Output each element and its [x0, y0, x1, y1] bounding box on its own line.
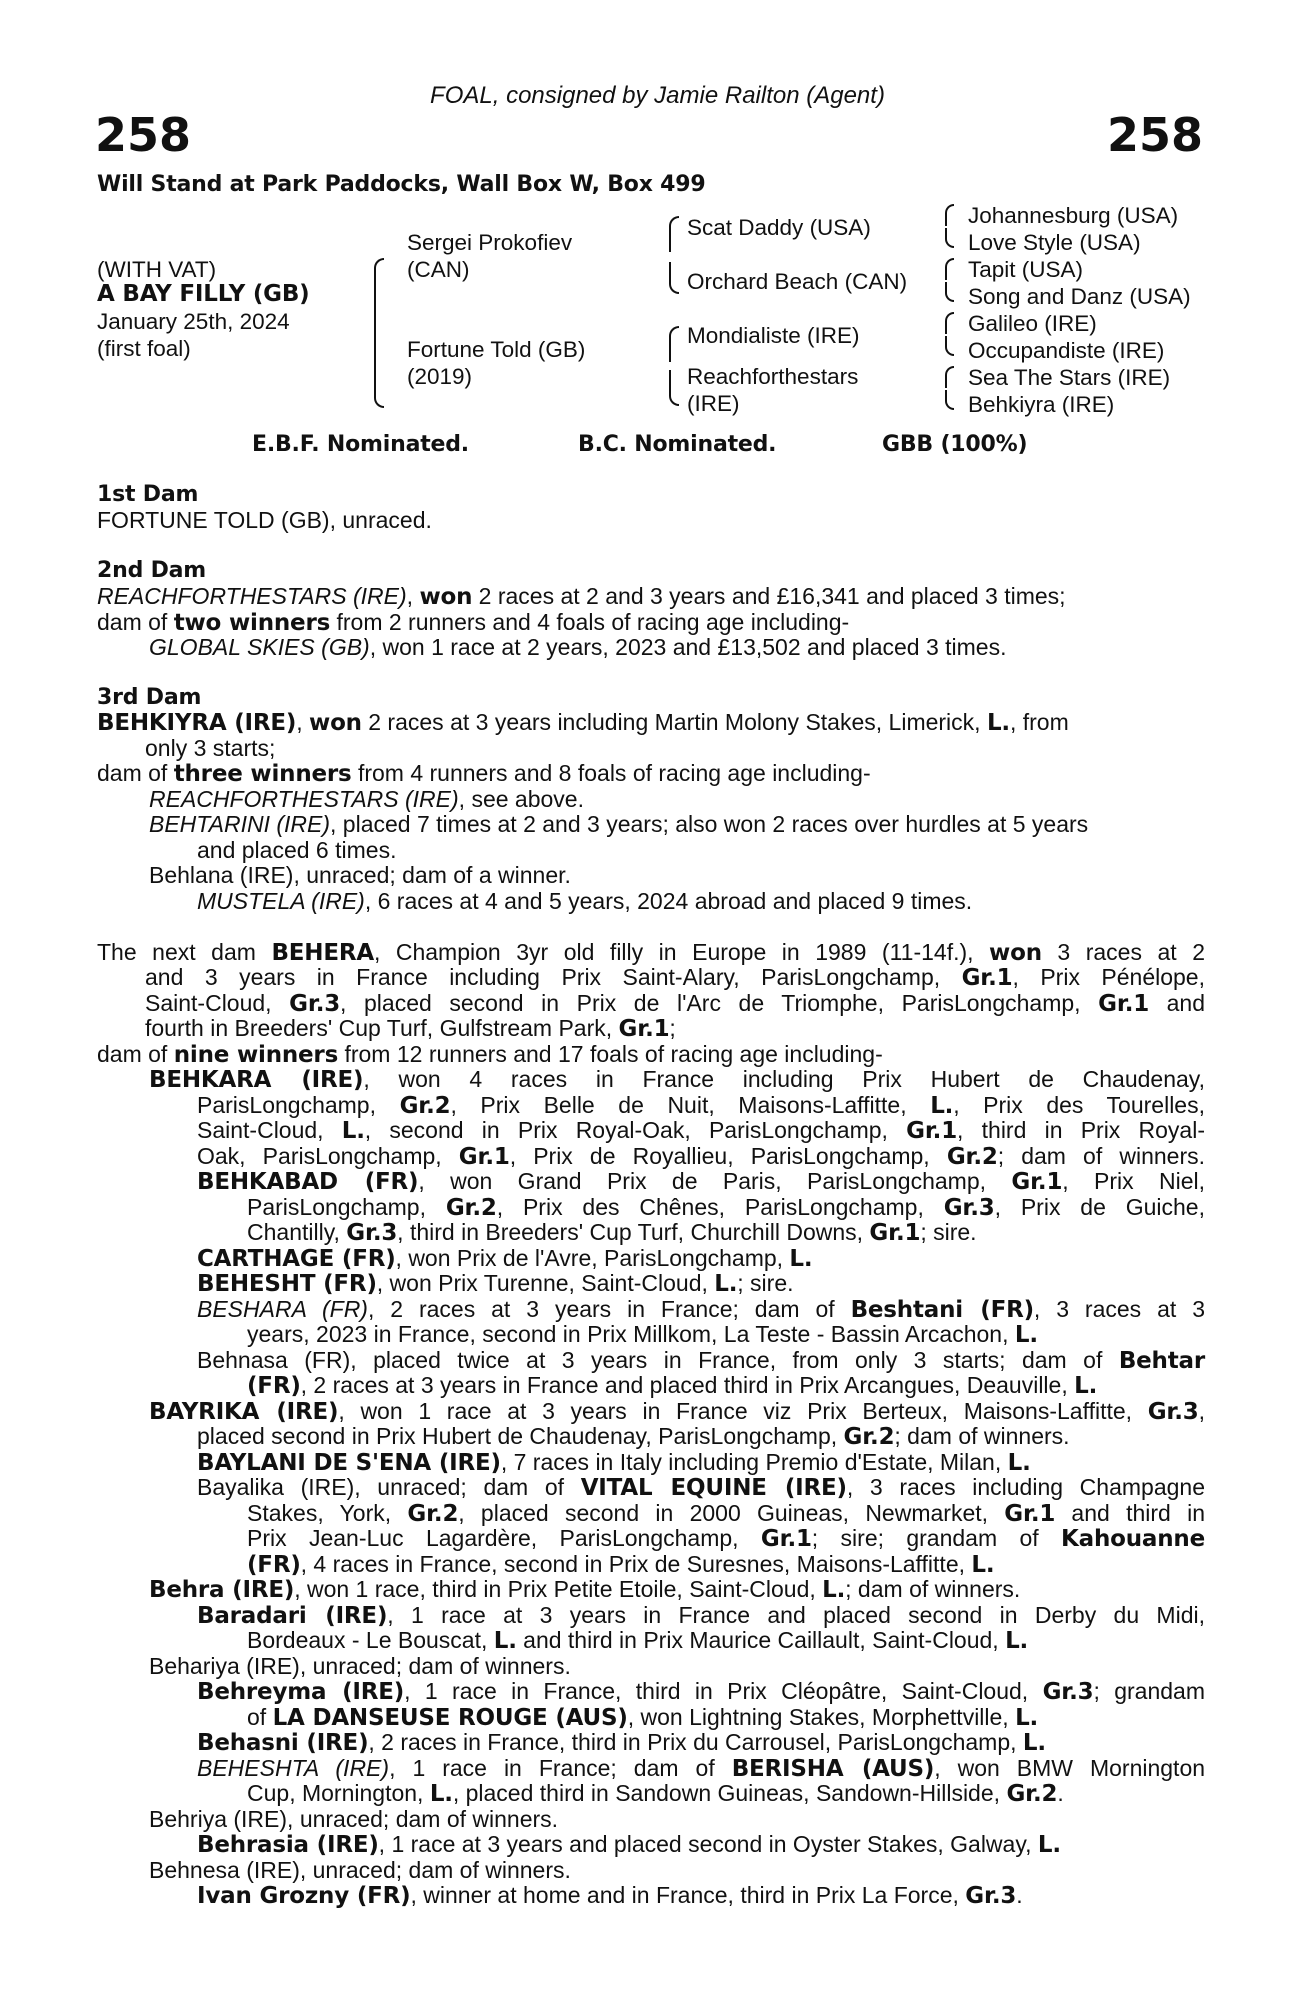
- text: , won Lightning Stakes, Morphettville,: [627, 1704, 1016, 1730]
- produce-line: [197, 1730, 1046, 1757]
- text: Saint-Cloud,: [145, 990, 290, 1016]
- produce-line: [197, 1424, 1070, 1451]
- text: of: [247, 1704, 273, 1730]
- text: Gr.3: [1147, 1399, 1199, 1425]
- foaling-date: January 25th, 2024: [97, 309, 290, 334]
- text: Gr.1: [1004, 1501, 1056, 1527]
- sire-sire: Scat Daddy (USA): [687, 215, 871, 240]
- next-dam-line: [97, 1042, 883, 1069]
- text: ; grandam: [1093, 1678, 1206, 1704]
- produce-line: [197, 1756, 1205, 1783]
- text: (FR): [247, 1552, 301, 1578]
- text: Saint-Cloud,: [197, 1117, 342, 1143]
- produce-line: [149, 1399, 1205, 1426]
- text: L.: [822, 1577, 846, 1603]
- text: , Prix de Guiche,: [994, 1194, 1205, 1220]
- horse-name: Ivan Grozny (FR): [197, 1883, 411, 1909]
- horse-name: BEHKARA (IRE): [149, 1067, 364, 1093]
- text: ,: [406, 583, 420, 609]
- text: won: [309, 710, 362, 736]
- text: and third in: [1055, 1500, 1205, 1526]
- text: and third in Prix Maurice Caillault, Saint-Cloud,: [516, 1627, 1006, 1653]
- text: dam of: [97, 760, 174, 786]
- sire-sire-dam: Love Style (USA): [968, 230, 1141, 255]
- text: two winners: [173, 610, 331, 636]
- dam-sire-sire: Galileo (IRE): [968, 311, 1097, 336]
- text: , won 1 race, third in Prix Petite Etoile, Saint-Cloud,: [294, 1576, 823, 1602]
- horse-name: BESHARA (FR): [197, 1296, 368, 1322]
- third-dam-line: only 3 starts;: [145, 735, 276, 761]
- produce-line: [197, 1679, 1205, 1706]
- text: (FR): [247, 1373, 301, 1399]
- horse-name: Behreyma (IRE): [197, 1679, 405, 1705]
- lot-name: A BAY FILLY (GB): [97, 281, 310, 307]
- text: , won 4 races in France including Prix Hubert de Chaudenay,: [363, 1066, 1205, 1092]
- text: L.: [429, 1781, 453, 1807]
- pedigree-brace: [945, 390, 954, 410]
- family-text: [97, 482, 1205, 1952]
- text: Gr.2: [946, 1144, 998, 1170]
- text: three winners: [173, 761, 352, 787]
- dam-dam: Reachforthestars: [687, 364, 859, 389]
- text: L.: [1074, 1373, 1098, 1399]
- sire-dam-dam: Song and Danz (USA): [968, 284, 1191, 309]
- text: L.: [789, 1246, 813, 1272]
- text: fourth in Breeders' Cup Turf, Gulfstream Park,: [145, 1015, 619, 1041]
- horse-name: MUSTELA (IRE): [197, 888, 365, 914]
- text: L.: [1037, 1832, 1061, 1858]
- sire-country: (CAN): [407, 257, 470, 282]
- produce-line: [197, 1603, 1205, 1630]
- produce-line: [247, 1628, 1028, 1655]
- produce-line: [247, 1322, 1038, 1349]
- text: , won Prix Turenne, Saint-Cloud,: [376, 1270, 715, 1296]
- pedigree-brace: [669, 216, 679, 252]
- text: won: [989, 940, 1042, 966]
- text: L.: [1014, 1322, 1038, 1348]
- horse-name: Beshtani (FR): [850, 1297, 1034, 1323]
- second-dam-line: [97, 610, 849, 637]
- third-dam-line: [97, 710, 1069, 737]
- produce-line: [197, 1297, 1205, 1324]
- text: Cup, Mornington,: [247, 1780, 430, 1806]
- text: L.: [930, 1093, 954, 1119]
- produce-line: [247, 1220, 977, 1247]
- produce-line: Behriya (IRE), unraced; dam of winners.: [149, 1806, 559, 1832]
- text: , see above.: [458, 786, 584, 812]
- vat-note: (WITH VAT): [97, 257, 217, 282]
- pedigree-brace: [669, 370, 679, 406]
- text: , placed second in 2000 Guineas, Newmarket,: [458, 1500, 1005, 1526]
- produce-line: [247, 1552, 994, 1579]
- third-dam-line: [197, 889, 972, 915]
- produce-line: Behnesa (IRE), unraced; dam of winners.: [149, 1857, 571, 1883]
- text: , 1 race at 3 years and placed second in Oyster Stakes, Galway,: [378, 1831, 1038, 1857]
- pedigree-brace: [669, 326, 679, 362]
- ebf-nomination: E.B.F. Nominated.: [252, 432, 469, 457]
- produce-line: [197, 1883, 1023, 1910]
- text: Gr.1: [906, 1118, 958, 1144]
- text: Stakes, York,: [247, 1500, 408, 1526]
- produce-line: [197, 1093, 1205, 1120]
- third-dam-heading: 3rd Dam: [97, 685, 202, 710]
- text: ; sire.: [737, 1270, 794, 1296]
- text: The next dam: [97, 939, 272, 965]
- produce-line: [197, 1144, 1205, 1171]
- horse-name: BEHESHTA (IRE): [197, 1755, 390, 1781]
- sire-dam: Orchard Beach (CAN): [687, 269, 908, 294]
- text: , Prix des Tourelles,: [953, 1092, 1205, 1118]
- text: Gr.1: [1011, 1169, 1063, 1195]
- text: nine winners: [173, 1042, 339, 1068]
- text: , Prix Niel,: [1062, 1168, 1206, 1194]
- text: 2 races at 3 years including Martin Molony Stakes, Limerick,: [361, 709, 987, 735]
- horse-name: CARTHAGE (FR): [197, 1246, 396, 1272]
- pedigree-brace: [945, 366, 954, 388]
- text: , won BMW Mornington: [934, 1755, 1206, 1781]
- pedigree-brace: [669, 262, 679, 294]
- produce-line: [247, 1373, 1097, 1400]
- text: , third in Breeders' Cup Turf, Churchill Downs,: [397, 1219, 870, 1245]
- text: L.: [341, 1118, 365, 1144]
- produce-line: [247, 1195, 1205, 1222]
- third-dam-line: and placed 6 times.: [197, 837, 397, 863]
- text: Gr.1: [961, 965, 1013, 991]
- pedigree-brace: [945, 258, 954, 280]
- horse-name: REACHFORTHESTARS (IRE): [97, 583, 407, 609]
- horse-name: LA DANSEUSE ROUGE (AUS): [272, 1705, 628, 1731]
- text: dam of: [97, 609, 174, 635]
- text: from 4 runners and 8 foals of racing age including-: [351, 760, 871, 786]
- text: 2 races at 2 and 3 years and £16,341 and placed 3 times;: [472, 583, 1066, 609]
- pedigree-brace: [945, 282, 954, 302]
- text: Gr.3: [1042, 1679, 1094, 1705]
- text: , from: [1009, 709, 1069, 735]
- produce-line: [149, 1067, 1205, 1094]
- text: Gr.2: [399, 1093, 451, 1119]
- lot-number-left: 258: [95, 108, 192, 162]
- horse-name: Behasni (IRE): [197, 1730, 369, 1756]
- text: L.: [1007, 1450, 1031, 1476]
- pedigree-brace: [945, 228, 954, 248]
- text: years, 2023 in France, second in Prix Millkom, La Teste - Bassin Arcachon,: [247, 1321, 1015, 1347]
- text: Gr.3: [346, 1220, 398, 1246]
- text: placed second in Prix Hubert de Chaudenay, ParisLongchamp,: [197, 1423, 844, 1449]
- horse-name: BAYRIKA (IRE): [149, 1399, 339, 1425]
- text: ,: [1198, 1398, 1205, 1424]
- text: Gr.1: [869, 1220, 921, 1246]
- text: Bayalika (IRE), unraced; dam of: [197, 1474, 581, 1500]
- text: Oak, ParisLongchamp,: [197, 1143, 459, 1169]
- produce-line: [197, 1348, 1205, 1375]
- first-dam-text: FORTUNE TOLD (GB), unraced.: [97, 507, 432, 533]
- lot-number-right: 258: [1106, 108, 1203, 162]
- text: , second in Prix Royal-Oak, ParisLongchamp,: [364, 1117, 907, 1143]
- foal-note: (first foal): [97, 336, 191, 361]
- third-dam-line: [149, 812, 1088, 838]
- text: , 3 races at 3: [1033, 1296, 1205, 1322]
- produce-line: [197, 1169, 1205, 1196]
- produce-line: [247, 1705, 1038, 1732]
- bc-nomination: B.C. Nominated.: [578, 432, 777, 457]
- text: ; dam of winners.: [997, 1143, 1205, 1169]
- produce-line: Behariya (IRE), unraced; dam of winners.: [149, 1653, 571, 1679]
- text: ; dam of winners.: [845, 1576, 1021, 1602]
- produce-line: [247, 1501, 1205, 1528]
- dam-sire-dam: Occupandiste (IRE): [968, 338, 1165, 363]
- text: Gr.3: [289, 991, 341, 1017]
- third-dam-line: [97, 761, 871, 788]
- sire-sire-sire: Johannesburg (USA): [968, 203, 1179, 228]
- third-dam-line: Behlana (IRE), unraced; dam of a winner.: [149, 862, 571, 888]
- text: 3 races at 2: [1041, 939, 1205, 965]
- pedigree-brace: [374, 258, 384, 334]
- text: won: [419, 584, 473, 610]
- pedigree-brace: [374, 330, 384, 408]
- text: , 2 races in France, third in Prix du Carrousel, ParisLongchamp,: [368, 1729, 1023, 1755]
- text: , winner at home and in France, third in Prix La Force,: [410, 1882, 966, 1908]
- text: Gr.2: [407, 1501, 459, 1527]
- next-dam-line: [97, 940, 1205, 967]
- text: , placed third in Sandown Guineas, Sandown-Hillside,: [452, 1780, 1007, 1806]
- text: Gr.3: [965, 1883, 1017, 1909]
- stand-location: Will Stand at Park Paddocks, Wall Box W, Box 499: [97, 172, 706, 197]
- text: , won 1 race at 2 years, 2023 and £13,502 and placed 3 times.: [369, 634, 1007, 660]
- text: and: [1149, 990, 1206, 1016]
- sire-dam-sire: Tapit (USA): [968, 257, 1084, 282]
- text: L.: [1005, 1628, 1029, 1654]
- text: , won Prix de l'Avre, ParisLongchamp,: [395, 1245, 790, 1271]
- text: from 12 runners and 17 foals of racing age including-: [338, 1041, 883, 1067]
- pedigree-brace: [945, 336, 954, 356]
- text: Gr.2: [445, 1195, 497, 1221]
- produce-line: [149, 1577, 1020, 1604]
- text: L.: [714, 1271, 738, 1297]
- horse-name: BEHTARINI (IRE): [149, 811, 331, 837]
- text: , Prix de Royallieu, ParisLongchamp,: [509, 1143, 947, 1169]
- horse-name: Baradari (IRE): [197, 1603, 388, 1629]
- next-dam-line: [145, 965, 1205, 992]
- text: Gr.1: [618, 1016, 670, 1042]
- horse-name: BEHERA: [271, 940, 374, 966]
- produce-line: [197, 1475, 1205, 1502]
- text: Behnasa (FR), placed twice at 3 years in France, from only 3 starts; dam of: [197, 1347, 1119, 1373]
- text: , won Grand Prix de Paris, ParisLongchamp,: [418, 1168, 1012, 1194]
- text: ParisLongchamp,: [197, 1092, 400, 1118]
- text: , 4 races in France, second in Prix de Suresnes, Maisons-Laffitte,: [300, 1551, 972, 1577]
- produce-line: [197, 1246, 812, 1273]
- produce-line: [197, 1450, 1031, 1477]
- second-dam-heading: 2nd Dam: [97, 558, 207, 583]
- text: , 3 races including Champagne: [846, 1474, 1205, 1500]
- text: .: [1016, 1882, 1023, 1908]
- text: , 1 race in France; dam of: [389, 1755, 732, 1781]
- horse-name: BEHKABAD (FR): [197, 1169, 419, 1195]
- consignor-line: FOAL, consigned by Jamie Railton (Agent): [430, 82, 885, 109]
- produce-line: [197, 1832, 1061, 1859]
- text: , Prix Belle de Nuit, Maisons-Laffitte,: [450, 1092, 931, 1118]
- text: Gr.1: [760, 1526, 812, 1552]
- text: L.: [1015, 1705, 1039, 1731]
- horse-name: VITAL EQUINE (IRE): [580, 1475, 847, 1501]
- text: L.: [971, 1552, 995, 1578]
- produce-line: [197, 1271, 794, 1298]
- horse-name: BEHKIYRA (IRE): [97, 710, 297, 736]
- produce-line: [247, 1526, 1205, 1553]
- produce-line: [197, 1118, 1205, 1145]
- horse-name: Kahouanne: [1061, 1526, 1205, 1552]
- text: , Prix Pénélope,: [1012, 964, 1205, 990]
- text: and 3 years in France including Prix Saint-Alary, ParisLongchamp,: [145, 964, 962, 990]
- text: , won 1 race at 3 years in France viz Prix Berteux, Maisons-Laffitte,: [338, 1398, 1148, 1424]
- text: ,: [296, 709, 310, 735]
- text: Bordeaux - Le Bouscat,: [247, 1627, 494, 1653]
- text: L.: [986, 710, 1010, 736]
- dam-name: Fortune Told (GB): [407, 337, 586, 362]
- horse-name: Behrasia (IRE): [197, 1832, 379, 1858]
- text: Chantilly,: [247, 1219, 347, 1245]
- text: , 1 race at 3 years in France and placed second in Derby du Midi,: [387, 1602, 1205, 1628]
- horse-name: BAYLANI DE S'ENA (IRE): [197, 1450, 501, 1476]
- horse-name: BERISHA (AUS): [731, 1756, 935, 1782]
- text: Gr.1: [458, 1144, 510, 1170]
- dam-dam-country: (IRE): [687, 391, 740, 416]
- horse-name: BEHESHT (FR): [197, 1271, 377, 1297]
- text: Gr.2: [843, 1424, 895, 1450]
- pedigree-brace: [945, 312, 954, 334]
- first-dam-heading: 1st Dam: [97, 482, 199, 507]
- text: Prix Jean-Luc Lagardère, ParisLongchamp,: [247, 1525, 761, 1551]
- text: , Champion 3yr old filly in Europe in 1989 (11-14f.),: [373, 939, 990, 965]
- dam-dam-dam: Behkiyra (IRE): [968, 392, 1115, 417]
- sire-name: Sergei Prokofiev: [407, 230, 573, 255]
- text: Gr.1: [1098, 991, 1150, 1017]
- dam-sire: Mondialiste (IRE): [687, 323, 860, 348]
- second-dam-line: [97, 584, 1066, 611]
- text: , 2 races at 3 years in France; dam of: [367, 1296, 851, 1322]
- produce-line: [247, 1781, 1064, 1808]
- second-dam-line: [149, 635, 1006, 661]
- text: , third in Prix Royal-: [957, 1117, 1205, 1143]
- dam-dam-sire: Sea The Stars (IRE): [968, 365, 1171, 390]
- text: ParisLongchamp,: [247, 1194, 446, 1220]
- horse-name: GLOBAL SKIES (GB): [149, 634, 370, 660]
- pedigree-brace: [945, 204, 954, 226]
- text: ; dam of winners.: [894, 1423, 1070, 1449]
- horse-name: REACHFORTHESTARS (IRE): [149, 786, 459, 812]
- horse-name: Behtar: [1118, 1348, 1205, 1374]
- text: , placed 7 times at 2 and 3 years; also won 2 races over hurdles at 5 years: [330, 811, 1089, 837]
- next-dam-line: [145, 991, 1205, 1018]
- text: Gr.2: [1006, 1781, 1058, 1807]
- text: L.: [1022, 1730, 1046, 1756]
- text: ; sire.: [920, 1219, 977, 1245]
- text: , 7 races in Italy including Premio d'Estate, Milan,: [500, 1449, 1008, 1475]
- text: ;: [669, 1015, 676, 1041]
- text: , 1 race in France, third in Prix Cléopâtre, Saint-Cloud,: [404, 1678, 1043, 1704]
- dam-year: (2019): [407, 364, 473, 389]
- horse-name: Behra (IRE): [149, 1577, 295, 1603]
- text: ; sire; grandam of: [811, 1525, 1062, 1551]
- gbb-status: GBB (100%): [882, 432, 1028, 457]
- text: Gr.3: [943, 1195, 995, 1221]
- text: L.: [493, 1628, 517, 1654]
- text: , 2 races at 3 years in France and placed third in Prix Arcangues, Deauville,: [300, 1372, 1075, 1398]
- third-dam-line: [149, 787, 584, 813]
- text: , 6 races at 4 and 5 years, 2024 abroad and placed 9 times.: [364, 888, 973, 914]
- text: , placed second in Prix de l'Arc de Triomphe, ParisLongchamp,: [340, 990, 1099, 1016]
- text: , Prix des Chênes, ParisLongchamp,: [496, 1194, 944, 1220]
- text: dam of: [97, 1041, 174, 1067]
- text: from 2 runners and 4 foals of racing age including-: [330, 609, 850, 635]
- next-dam-line: [145, 1016, 676, 1043]
- text: .: [1057, 1780, 1064, 1806]
